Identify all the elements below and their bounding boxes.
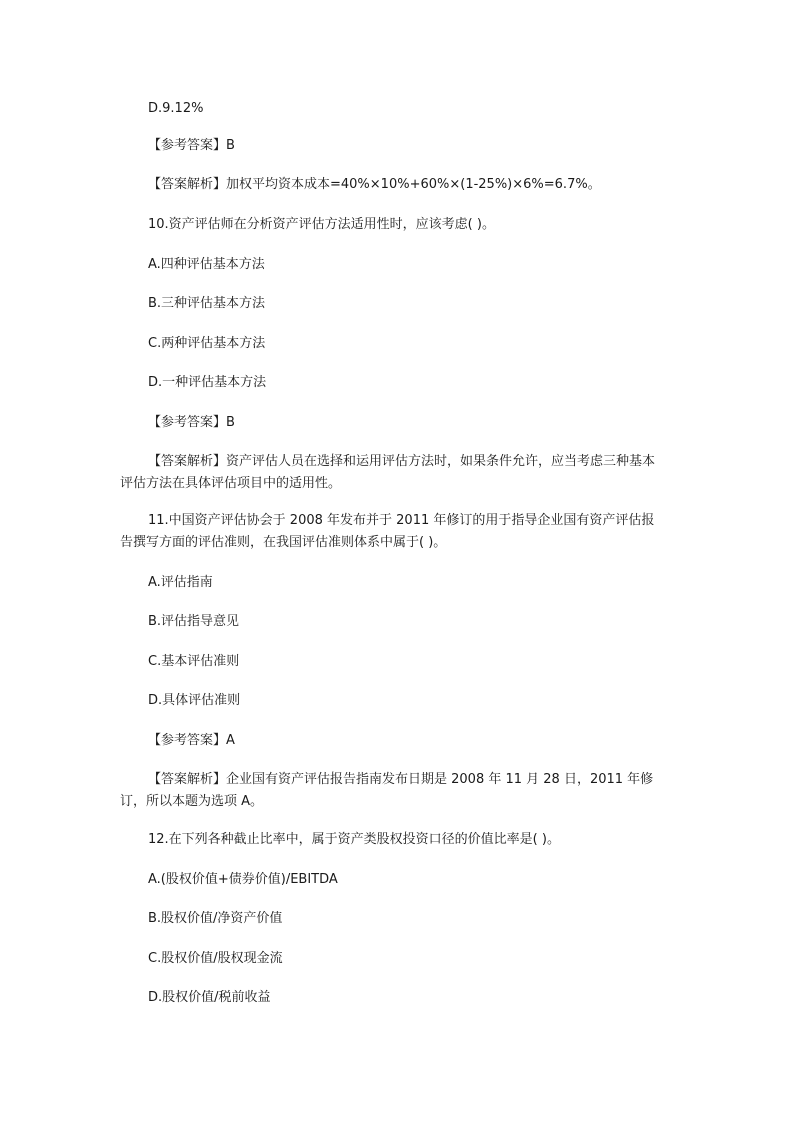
q11-option-c: C.基本评估准则 xyxy=(148,654,240,669)
q11-answer-explanation: 【答案解析】企业国有资产评估报告指南发布日期是 2008 年 11 月 28 日，2011 年修订，所以本题为选项 A。 xyxy=(120,772,654,809)
q12-option-d: D.股权价值/税前收益 xyxy=(148,990,271,1005)
q12-option-b: B.股权价值/净资产价值 xyxy=(148,911,283,926)
q11-option-b: B.评估指导意见 xyxy=(148,614,240,629)
question-11: 11.中国资产评估协会于 2008 年发布并于 2011 年修订的用于指导企业国有资产评估报告撰写方面的评估准则，在我国评估准则体系中属于( )。 xyxy=(120,513,655,550)
question-12: 12.在下列各种截止比率中，属于资产类股权投资口径的价值比率是( )。 xyxy=(148,832,560,847)
q10-option-a: A.四种评估基本方法 xyxy=(148,257,265,272)
answer-explanation: 【答案解析】加权平均资本成本=40%×10%+60%×(1-25%)×6%=6.7%。 xyxy=(148,177,601,192)
q10-reference-answer: 【参考答案】B xyxy=(148,415,235,430)
q10-answer-explanation: 【答案解析】资产评估人员在选择和运用评估方法时，如果条件允许，应当考虑三种基本评估方法在具体评估项目中的适用性。 xyxy=(120,454,656,491)
q12-option-a: A.(股权价值+债券价值)/EBITDA xyxy=(148,872,338,887)
question-10: 10.资产评估师在分析资产评估方法适用性时，应该考虑( )。 xyxy=(148,217,495,232)
reference-answer: 【参考答案】B xyxy=(148,138,235,153)
q10-option-c: C.两种评估基本方法 xyxy=(148,336,266,351)
q11-reference-answer: 【参考答案】A xyxy=(148,733,235,748)
q12-option-c: C.股权价值/股权现金流 xyxy=(148,951,283,966)
q10-option-d: D.一种评估基本方法 xyxy=(148,375,267,390)
q10-option-b: B.三种评估基本方法 xyxy=(148,296,266,311)
option-d-prev: D.9.12% xyxy=(148,101,204,116)
q11-option-a: A.评估指南 xyxy=(148,575,213,590)
q11-option-d: D.具体评估准则 xyxy=(148,693,241,708)
